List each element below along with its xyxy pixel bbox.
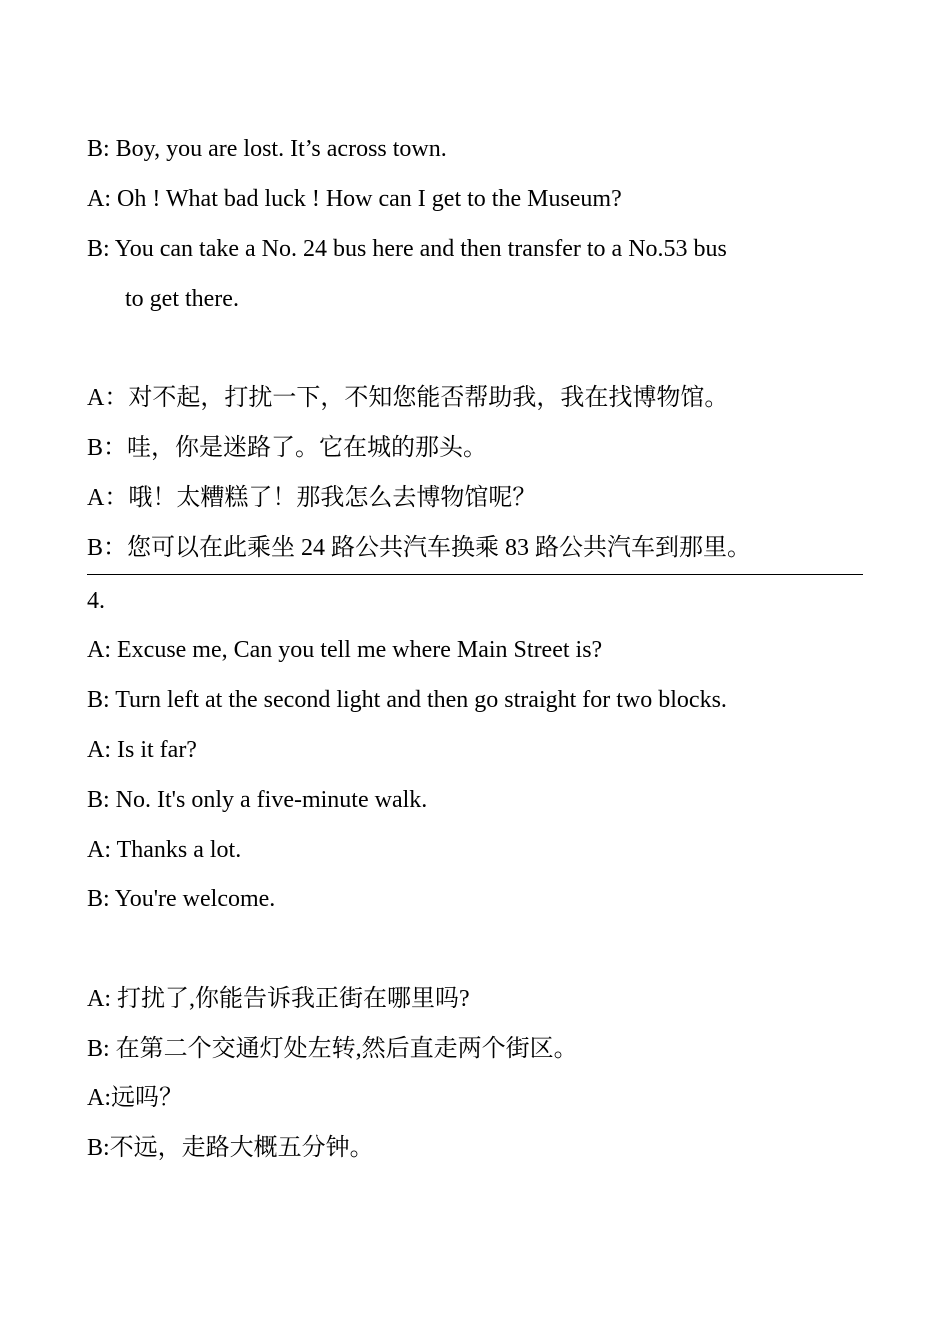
translation-line: B：您可以在此乘坐 24 路公共汽车换乘 83 路公共汽车到那里。 [87,535,752,561]
translation-line: B:不远，走路大概五分钟。 [87,1135,374,1161]
dialogue-line: B: You can take a No. 24 bus here and then transfer to a No.53 bus [87,236,727,262]
dialogue-line: A: Oh ! What bad luck ! How can I get to the Museum? [87,186,622,212]
dialogue-line: A: Thanks a lot. [87,837,242,863]
dialogue-line: B: Turn left at the second light and then go straight for two blocks. [87,687,727,713]
section-divider [87,574,863,575]
dialogue-line: B: Boy, you are lost. It’s across town. [87,136,447,162]
translation-line: B: 在第二个交通灯处左转,然后直走两个街区。 [87,1036,578,1062]
translation-line: A: 打扰了,你能告诉我正街在哪里吗? [87,986,470,1012]
dialogue-line-continuation: to get there. [125,286,239,312]
dialogue-line: B: No. It's only a five-minute walk. [87,787,428,813]
dialogue-line: A: Excuse me, Can you tell me where Main Street is? [87,637,603,663]
translation-line: B：哇，你是迷路了。它在城的那头。 [87,435,488,461]
translation-line: A：对不起，打扰一下，不知您能否帮助我，我在找博物馆。 [87,385,729,411]
translation-line: A：哦！太糟糕了！那我怎么去博物馆呢？ [87,485,537,511]
translation-line: A:远吗？ [87,1085,183,1111]
dialogue-line: A: Is it far? [87,737,197,763]
dialogue-line: B: You're welcome. [87,886,276,912]
section-number: 4. [87,588,105,614]
